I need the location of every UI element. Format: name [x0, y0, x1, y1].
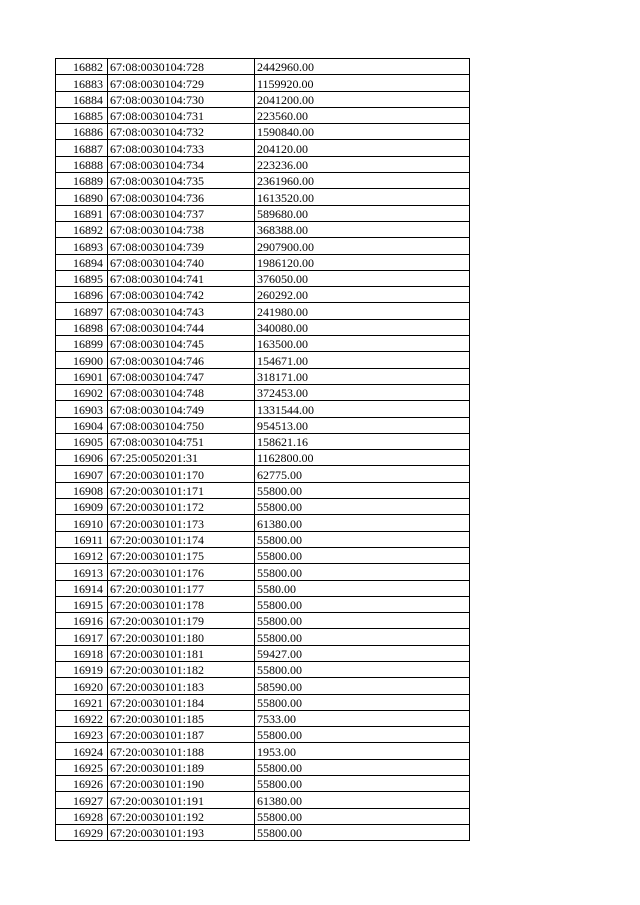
cadastral-number-cell: 67:08:0030104:738 — [108, 221, 255, 237]
row-number-cell: 16905 — [56, 433, 108, 449]
table-row — [56, 678, 470, 694]
value-cell: 1162800.00 — [255, 450, 470, 466]
table-row — [56, 156, 470, 172]
cadastral-number-cell: 67:20:0030101:182 — [108, 661, 255, 677]
cadastral-number-cell: 67:20:0030101:183 — [108, 678, 255, 694]
row-number-cell: 16897 — [56, 303, 108, 319]
row-number-cell: 16882 — [56, 59, 108, 75]
value-cell: 954513.00 — [255, 417, 470, 433]
row-number-cell: 16884 — [56, 91, 108, 107]
row-number-cell: 16913 — [56, 564, 108, 580]
table-row — [56, 547, 470, 563]
row-number-cell: 16883 — [56, 75, 108, 91]
cadastral-number-cell: 67:20:0030101:173 — [108, 515, 255, 531]
value-cell: 59427.00 — [255, 645, 470, 661]
row-number-cell: 16894 — [56, 254, 108, 270]
cadastral-number-cell: 67:20:0030101:174 — [108, 531, 255, 547]
cadastral-number-cell: 67:25:0050201:31 — [108, 450, 255, 466]
table-row — [56, 401, 470, 417]
cadastral-number-cell: 67:20:0030101:175 — [108, 547, 255, 563]
table-row — [56, 189, 470, 205]
cadastral-number-cell: 67:20:0030101:171 — [108, 482, 255, 498]
cadastral-number-cell: 67:08:0030104:743 — [108, 303, 255, 319]
cadastral-number-cell: 67:20:0030101:188 — [108, 743, 255, 759]
value-cell: 154671.00 — [255, 352, 470, 368]
row-number-cell: 16898 — [56, 319, 108, 335]
value-cell: 55800.00 — [255, 499, 470, 515]
table-row — [56, 287, 470, 303]
table-row — [56, 303, 470, 319]
value-cell: 55800.00 — [255, 564, 470, 580]
row-number-cell: 16928 — [56, 808, 108, 824]
row-number-cell: 16896 — [56, 287, 108, 303]
value-cell: 55800.00 — [255, 531, 470, 547]
row-number-cell: 16889 — [56, 173, 108, 189]
cadastral-number-cell: 67:20:0030101:193 — [108, 824, 255, 840]
table-row — [56, 417, 470, 433]
row-number-cell: 16904 — [56, 417, 108, 433]
row-number-cell: 16922 — [56, 710, 108, 726]
row-number-cell: 16909 — [56, 499, 108, 515]
row-number-cell: 16903 — [56, 401, 108, 417]
value-cell: 1986120.00 — [255, 254, 470, 270]
value-cell: 204120.00 — [255, 140, 470, 156]
row-number-cell: 16901 — [56, 368, 108, 384]
table-row — [56, 580, 470, 596]
table-row — [56, 661, 470, 677]
cadastral-number-cell: 67:08:0030104:742 — [108, 287, 255, 303]
table-row — [56, 140, 470, 156]
table-row — [56, 531, 470, 547]
cadastral-number-cell: 67:08:0030104:728 — [108, 59, 255, 75]
value-cell: 2041200.00 — [255, 91, 470, 107]
value-cell: 55800.00 — [255, 482, 470, 498]
row-number-cell: 16919 — [56, 661, 108, 677]
row-number-cell: 16925 — [56, 759, 108, 775]
cadastral-number-cell: 67:08:0030104:734 — [108, 156, 255, 172]
row-number-cell: 16890 — [56, 189, 108, 205]
cadastral-number-cell: 67:20:0030101:192 — [108, 808, 255, 824]
cadastral-number-cell: 67:08:0030104:733 — [108, 140, 255, 156]
row-number-cell: 16899 — [56, 336, 108, 352]
table-row — [56, 91, 470, 107]
value-cell: 55800.00 — [255, 613, 470, 629]
row-number-cell: 16892 — [56, 221, 108, 237]
table-row — [56, 645, 470, 661]
table-row — [56, 124, 470, 140]
value-cell: 260292.00 — [255, 287, 470, 303]
value-cell: 55800.00 — [255, 547, 470, 563]
table-row — [56, 205, 470, 221]
row-number-cell: 16918 — [56, 645, 108, 661]
table-row — [56, 515, 470, 531]
cadastral-number-cell: 67:08:0030104:744 — [108, 319, 255, 335]
table-row — [56, 384, 470, 400]
row-number-cell: 16886 — [56, 124, 108, 140]
table-row — [56, 792, 470, 808]
table-row — [56, 808, 470, 824]
row-number-cell: 16924 — [56, 743, 108, 759]
cadastral-number-cell: 67:08:0030104:748 — [108, 384, 255, 400]
row-number-cell: 16912 — [56, 547, 108, 563]
table-row — [56, 629, 470, 645]
table-row — [56, 433, 470, 449]
table-row — [56, 743, 470, 759]
cadastral-number-cell: 67:08:0030104:750 — [108, 417, 255, 433]
value-cell: 61380.00 — [255, 792, 470, 808]
cadastral-number-cell: 67:20:0030101:170 — [108, 466, 255, 482]
value-cell: 55800.00 — [255, 727, 470, 743]
value-cell: 1331544.00 — [255, 401, 470, 417]
table-row — [56, 107, 470, 123]
table-body — [56, 59, 470, 841]
value-cell: 376050.00 — [255, 270, 470, 286]
value-cell: 163500.00 — [255, 336, 470, 352]
table-row — [56, 319, 470, 335]
row-number-cell: 16916 — [56, 613, 108, 629]
row-number-cell: 16929 — [56, 824, 108, 840]
cadastral-number-cell: 67:20:0030101:190 — [108, 776, 255, 792]
row-number-cell: 16927 — [56, 792, 108, 808]
cadastral-number-cell: 67:20:0030101:185 — [108, 710, 255, 726]
row-number-cell: 16900 — [56, 352, 108, 368]
cadastral-number-cell: 67:08:0030104:746 — [108, 352, 255, 368]
table-row — [56, 59, 470, 75]
row-number-cell: 16893 — [56, 238, 108, 254]
cadastral-number-cell: 67:08:0030104:749 — [108, 401, 255, 417]
row-number-cell: 16906 — [56, 450, 108, 466]
row-number-cell: 16926 — [56, 776, 108, 792]
value-cell: 55800.00 — [255, 596, 470, 612]
value-cell: 55800.00 — [255, 824, 470, 840]
row-number-cell: 16891 — [56, 205, 108, 221]
value-cell: 55800.00 — [255, 661, 470, 677]
row-number-cell: 16895 — [56, 270, 108, 286]
row-number-cell: 16902 — [56, 384, 108, 400]
table-row — [56, 75, 470, 91]
table-row — [56, 710, 470, 726]
value-cell: 55800.00 — [255, 629, 470, 645]
value-cell: 241980.00 — [255, 303, 470, 319]
cadastral-number-cell: 67:08:0030104:730 — [108, 91, 255, 107]
cadastral-number-cell: 67:20:0030101:172 — [108, 499, 255, 515]
table-row — [56, 824, 470, 840]
table-row — [56, 368, 470, 384]
value-cell: 368388.00 — [255, 221, 470, 237]
table-row — [56, 564, 470, 580]
cadastral-number-cell: 67:08:0030104:739 — [108, 238, 255, 254]
value-cell: 223560.00 — [255, 107, 470, 123]
value-cell: 372453.00 — [255, 384, 470, 400]
cadastral-number-cell: 67:20:0030101:181 — [108, 645, 255, 661]
table-row — [56, 499, 470, 515]
value-cell: 5580.00 — [255, 580, 470, 596]
cadastral-number-cell: 67:08:0030104:740 — [108, 254, 255, 270]
value-cell: 589680.00 — [255, 205, 470, 221]
cadastral-number-cell: 67:08:0030104:729 — [108, 75, 255, 91]
value-cell: 55800.00 — [255, 759, 470, 775]
cadastral-number-cell: 67:08:0030104:732 — [108, 124, 255, 140]
row-number-cell: 16888 — [56, 156, 108, 172]
cadastral-number-cell: 67:20:0030101:176 — [108, 564, 255, 580]
value-cell: 61380.00 — [255, 515, 470, 531]
row-number-cell: 16908 — [56, 482, 108, 498]
value-cell: 1953.00 — [255, 743, 470, 759]
value-cell: 62775.00 — [255, 466, 470, 482]
cadastral-number-cell: 67:08:0030104:737 — [108, 205, 255, 221]
table-row — [56, 254, 470, 270]
table-row — [56, 336, 470, 352]
cadastral-number-cell: 67:08:0030104:736 — [108, 189, 255, 205]
row-number-cell: 16923 — [56, 727, 108, 743]
table-row — [56, 727, 470, 743]
cadastral-number-cell: 67:08:0030104:731 — [108, 107, 255, 123]
data-table — [55, 58, 470, 841]
row-number-cell: 16914 — [56, 580, 108, 596]
cadastral-number-cell: 67:08:0030104:745 — [108, 336, 255, 352]
row-number-cell: 16911 — [56, 531, 108, 547]
table-row — [56, 466, 470, 482]
table-row — [56, 173, 470, 189]
row-number-cell: 16921 — [56, 694, 108, 710]
table-row — [56, 776, 470, 792]
value-cell: 2361960.00 — [255, 173, 470, 189]
cadastral-number-cell: 67:08:0030104:751 — [108, 433, 255, 449]
row-number-cell: 16920 — [56, 678, 108, 694]
table-row — [56, 270, 470, 286]
value-cell: 58590.00 — [255, 678, 470, 694]
cadastral-number-cell: 67:08:0030104:747 — [108, 368, 255, 384]
row-number-cell: 16907 — [56, 466, 108, 482]
value-cell: 1590840.00 — [255, 124, 470, 140]
cadastral-number-cell: 67:20:0030101:177 — [108, 580, 255, 596]
table-row — [56, 759, 470, 775]
value-cell: 340080.00 — [255, 319, 470, 335]
value-cell: 1613520.00 — [255, 189, 470, 205]
value-cell: 2442960.00 — [255, 59, 470, 75]
table-row — [56, 482, 470, 498]
table-row — [56, 596, 470, 612]
value-cell: 55800.00 — [255, 808, 470, 824]
cadastral-number-cell: 67:20:0030101:184 — [108, 694, 255, 710]
value-cell: 2907900.00 — [255, 238, 470, 254]
cadastral-number-cell: 67:20:0030101:178 — [108, 596, 255, 612]
table-row — [56, 352, 470, 368]
cadastral-number-cell: 67:20:0030101:187 — [108, 727, 255, 743]
value-cell: 1159920.00 — [255, 75, 470, 91]
cadastral-number-cell: 67:08:0030104:735 — [108, 173, 255, 189]
cadastral-number-cell: 67:08:0030104:741 — [108, 270, 255, 286]
value-cell: 318171.00 — [255, 368, 470, 384]
cadastral-number-cell: 67:20:0030101:180 — [108, 629, 255, 645]
table-row — [56, 613, 470, 629]
value-cell: 158621.16 — [255, 433, 470, 449]
table-row — [56, 450, 470, 466]
value-cell: 55800.00 — [255, 776, 470, 792]
row-number-cell: 16910 — [56, 515, 108, 531]
row-number-cell: 16885 — [56, 107, 108, 123]
table-row — [56, 694, 470, 710]
row-number-cell: 16917 — [56, 629, 108, 645]
value-cell: 55800.00 — [255, 694, 470, 710]
table-row — [56, 238, 470, 254]
cadastral-number-cell: 67:20:0030101:191 — [108, 792, 255, 808]
table-row — [56, 221, 470, 237]
value-cell: 7533.00 — [255, 710, 470, 726]
value-cell: 223236.00 — [255, 156, 470, 172]
cadastral-number-cell: 67:20:0030101:179 — [108, 613, 255, 629]
row-number-cell: 16915 — [56, 596, 108, 612]
row-number-cell: 16887 — [56, 140, 108, 156]
cadastral-number-cell: 67:20:0030101:189 — [108, 759, 255, 775]
